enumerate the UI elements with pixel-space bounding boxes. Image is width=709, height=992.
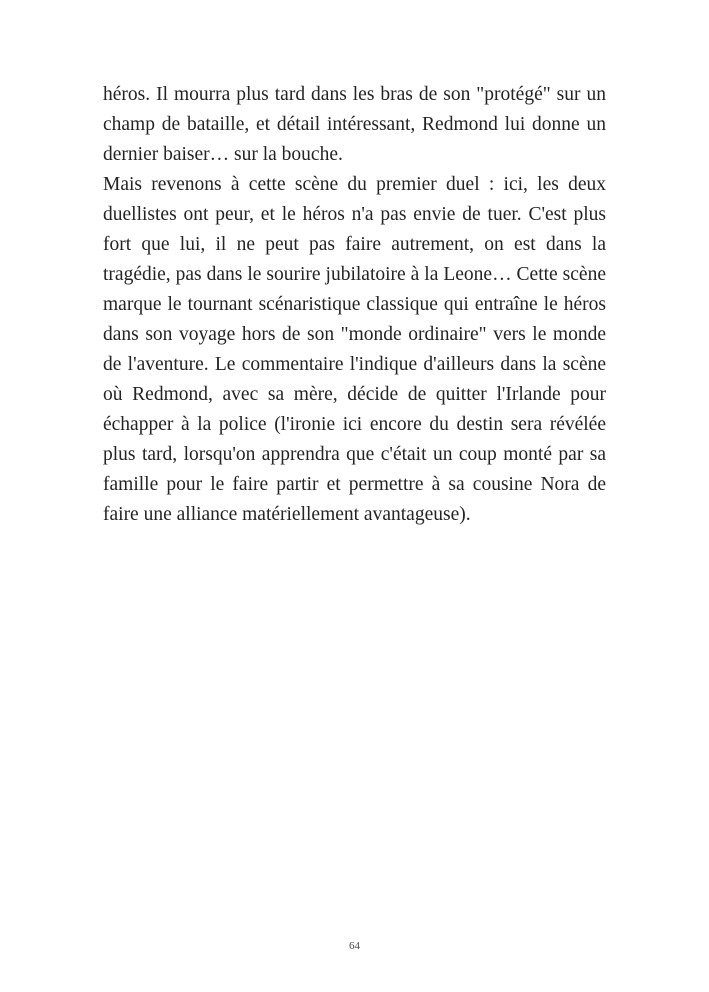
page-number: 64 (349, 940, 360, 952)
text-block (103, 80, 606, 530)
paragraph-2: Mais revenons à cette scène du premier duel : ici, les deux duellistes ont peur, et le héros n'a pas envie de tuer. C'est plus fort que lui, il ne peut pas faire autrement, on est dans la tragédie, pas dans le sourire jubilatoire à la Leone… Cette scène marque le tournant scénaristique classique qui entraîne le héros dans son voyage hors de son "monde ordinaire" vers le monde de l'aventure. Le commentaire l'indique d'ailleurs dans la scène où Redmond, avec sa mère, décide de quitter l'Irlande pour échapper à la police (l'ironie ici encore du destin sera révélée plus tard, lorsqu'on apprendra que c'était un coup monté par sa famille pour le faire partir et permettre à sa cousine Nora de faire une alliance matériellement avantageuse). (103, 174, 606, 525)
paragraph-1: héros. Il mourra plus tard dans les bras de son "protégé" sur un champ de bataille, et détail intéressant, Redmond lui donne un dernier baiser… sur la bouche. (103, 84, 606, 165)
